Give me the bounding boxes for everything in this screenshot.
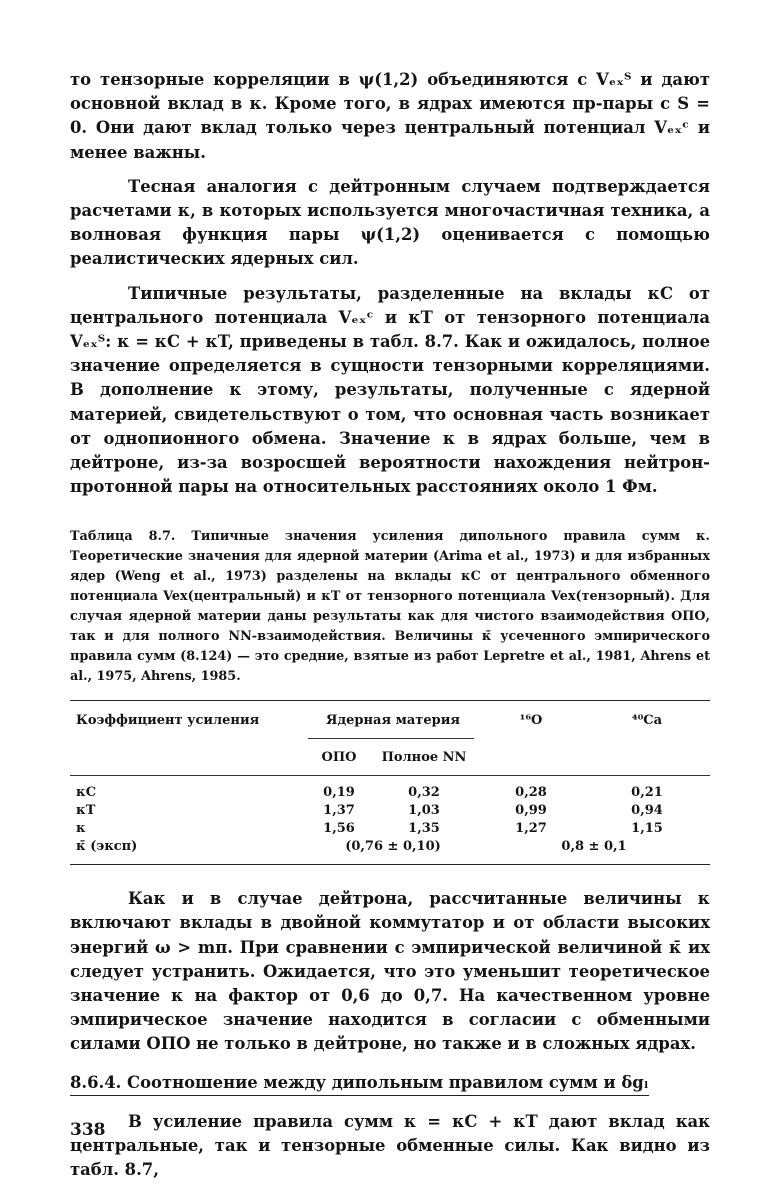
header-opo: ОПО <box>321 749 357 765</box>
cell-full-nn: 0,32 <box>408 785 440 801</box>
cell-opo: 0,19 <box>323 785 355 801</box>
page-number: 338 <box>70 1120 106 1140</box>
table-row-experimental <box>70 838 710 856</box>
cell-o16: 0,99 <box>515 803 547 819</box>
paragraph-2: Тесная аналогия с дейтронным случаем подтверждается расчетами κ, в которых используется многочастичная техника, а волновая функция пары ψ(1,2) оценивается с помощью реалистических ядерных сил. <box>70 176 710 269</box>
row-label: κ̄ (эксп) <box>76 839 138 855</box>
header-span-rule <box>308 738 474 739</box>
cell-nuclear-matter-exp: (0,76 ± 0,10) <box>345 839 441 855</box>
cell-opo: 1,37 <box>323 803 355 819</box>
header-coefficient: Коэффициент усиления <box>76 712 260 728</box>
cell-full-nn: 1,03 <box>408 803 440 819</box>
table-caption: Таблица 8.7. Типичные значения усиления дипольного правила сумм κ. Теоретические значения для ядерной материи (Arima et al., 1973) и для избранных ядер (Weng et al., 1973) разделены на вклады κC от центрального обменного потенциала Vex(центральный) и κT от тензорного потенциала Vex(тензорный). Для случая ядерной материи даны результаты как для чистого взаимодействия ОПО, так и для полного NN-взаимодействия. Величины κ̄ усеченного эмпирического правила сумм (8.124) — это средние, взятые из работ Lepretre et al., 1981, Ahrens et al., 1975, Ahrens, 1985. <box>70 529 710 685</box>
cell-ca40: 0,94 <box>631 803 663 819</box>
row-label: κC <box>76 785 97 801</box>
table-body <box>70 776 710 864</box>
cell-o16: 0,28 <box>515 785 547 801</box>
header-nuclear-matter: Ядерная материя <box>326 712 460 728</box>
page-body <box>70 68 710 1182</box>
header-ca40: ⁴⁰Ca <box>631 712 663 728</box>
cell-full-nn: 1,35 <box>408 821 440 837</box>
cell-ca40: 0,21 <box>631 785 663 801</box>
row-label: κ <box>76 821 86 837</box>
table-8-7 <box>70 700 710 865</box>
paragraph-final: В усиление правила сумм κ = κC + κT дают вклад как центральные, так и тензорные обменные силы. Как видно из табл. 8.7, <box>70 1111 710 1180</box>
cell-ca40: 1,15 <box>631 821 663 837</box>
cell-opo: 1,56 <box>323 821 355 837</box>
header-o16: ¹⁶O <box>519 712 543 728</box>
row-label: κT <box>76 803 96 819</box>
cell-nuclei-exp: 0,8 ± 0,1 <box>561 839 627 855</box>
table-subheader-row <box>70 739 710 775</box>
section-heading: 8.6.4. Соотношение между дипольным правилом сумм и δgₗ <box>70 1071 649 1096</box>
paragraph-3: Типичные результаты, разделенные на вклады κC от центрального потенциала Vₑₓᶜ и κT от тензорного потенциала Vₑₓᵀ: κ = κC + κT, приведены в табл. 8.7. Как и ожидалось, полное значение определяется в сущности тензорными корреляциями. В дополнение к этому, результаты, полученные с ядерной материей, свидетельствуют о том, что основная часть возникает от однопионного обмена. Значение κ в ядрах больше, чем в дейтроне, из-за возросшей вероятности нахождения нейтрон-протонной пары на относительных расстояниях около 1 Фм. <box>70 283 710 497</box>
table-bottom-rule <box>70 864 710 865</box>
table-header-row <box>70 701 710 739</box>
header-full-nn: Полное NN <box>381 749 467 765</box>
table-row <box>70 802 710 820</box>
paragraph-1: то тензорные корреляции в ψ(1,2) объединяются с Vₑₓᵀ и дают основной вклад в κ. Кроме того, в ядрах имеются пр-пары с S = 0. Они дают вклад только через центральный потенциал Vₑₓᶜ и менее важны. <box>70 70 710 162</box>
cell-o16: 1,27 <box>515 821 547 837</box>
table-row <box>70 784 710 802</box>
paragraph-after-table: Как и в случае дейтрона, рассчитанные величины κ включают вклады в двойной коммутатор и от области высоких энергий ω > mπ. При сравнении с эмпирической величиной κ̄ их следует устранить. Ожидается, что это уменьшит теоретическое значение κ на фактор от 0,6 до 0,7. На качественном уровне эмпирическое значение находится в согласии с обменными силами ОПО не только в дейтроне, но также и в сложных ядрах. <box>70 889 710 1054</box>
table-row <box>70 820 710 838</box>
